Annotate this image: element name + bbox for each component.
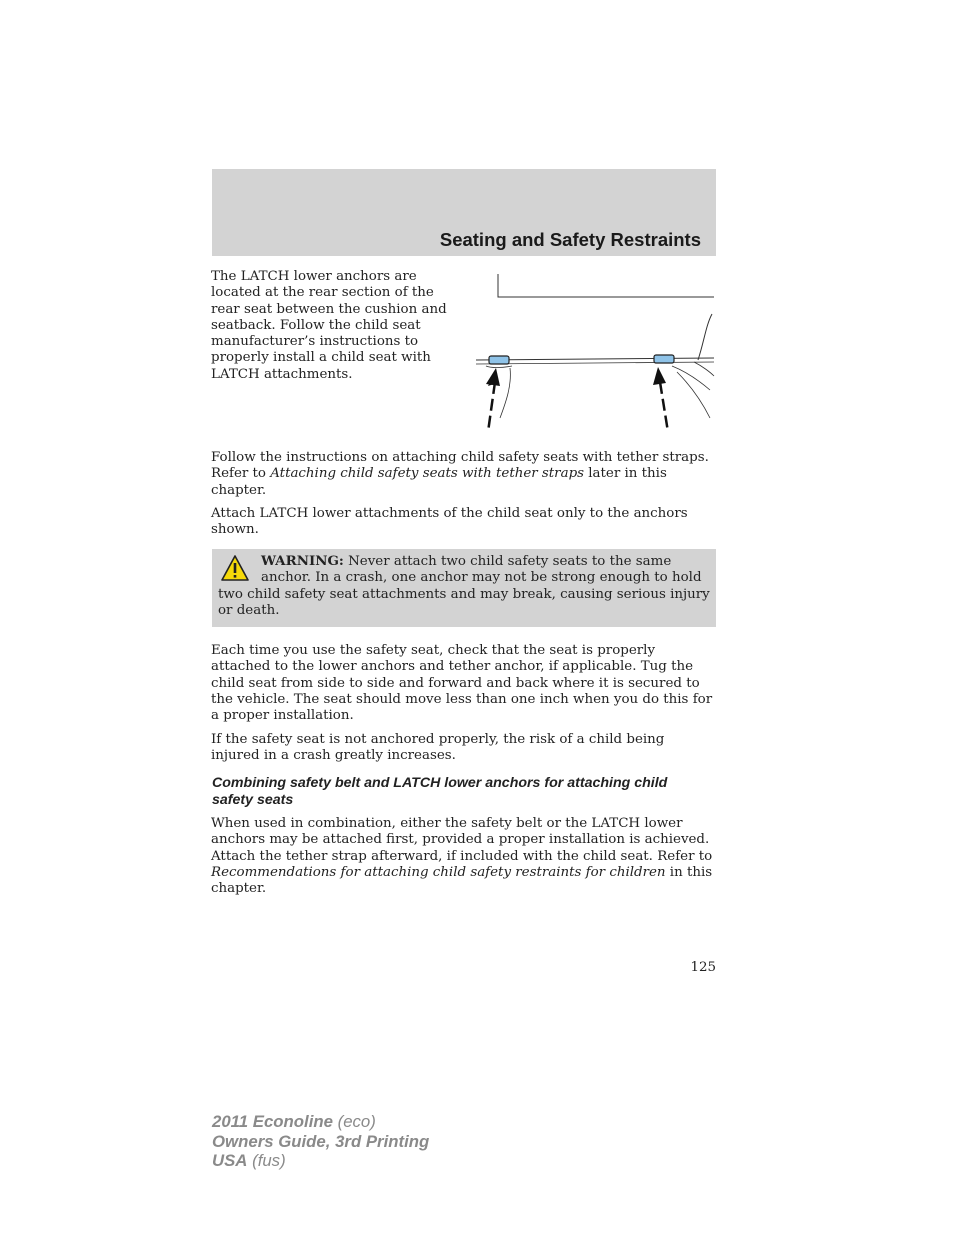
tether-text-start: Follow the instructions on attaching child safety seats with tether straps. Refer to xyxy=(211,450,709,482)
warning-label: WARNING: xyxy=(261,553,344,569)
section-header-band xyxy=(212,169,716,256)
latch-anchor-illustration xyxy=(472,270,718,436)
combo-text-start: When used in combination, either the safety belt or the LATCH lower anchors may be attached first, provided a proper installation is achieved. Attach the tether strap afterward, if included with the child seat. Refer to xyxy=(211,816,713,864)
footer-guide: Owners Guide, 3rd Printing xyxy=(212,1131,430,1151)
footer-model-code: (eco) xyxy=(332,1112,376,1131)
warning-box xyxy=(212,549,716,627)
section-title: Seating and Safety Restraints xyxy=(439,229,701,250)
footer-market-code: (fus) xyxy=(247,1151,286,1170)
footer xyxy=(212,1112,429,1171)
footer-model: 2011 Econoline xyxy=(212,1112,333,1131)
check-paragraph: Each time you use the safety seat, check that the seat is properly attached to the lower anchors and tether anchor, if applicable. Tug the child seat from side to side and forward and back where it is secured to the vehicle. The seat should move less than one inch when you do this for a proper installation. xyxy=(211,643,713,724)
footer-market: USA xyxy=(212,1151,248,1170)
combination-paragraph xyxy=(211,816,716,897)
warning-text xyxy=(218,553,710,619)
attach-paragraph: Attach LATCH lower attachments of the child seat only to the anchors shown. xyxy=(211,506,688,538)
page-number: 125 xyxy=(690,960,716,975)
subheading: Combining safety belt and LATCH lower anchors for attaching child safety seats xyxy=(212,775,668,808)
warning-body: Never attach two child safety seats to the same anchor. In a crash, one anchor may not be strong enough to hold two child safety seat attachments and may break, causing serious injury or death. xyxy=(218,554,710,618)
tether-paragraph xyxy=(211,450,716,499)
intro-paragraph: The LATCH lower anchors are located at the rear section of the rear seat between the cushion and seatback. Follow the child seat manufacturer’s instructions to properly install a child seat with LATCH attachments. xyxy=(211,269,447,382)
risk-paragraph: If the safety seat is not anchored properly, the risk of a child being injured in a crash greatly increases. xyxy=(211,732,665,764)
tether-text-end: later in this chapter. xyxy=(211,466,667,498)
tether-reference: Attaching child safety seats with tether straps xyxy=(270,466,585,482)
combo-text-end: in this chapter. xyxy=(211,864,713,897)
combo-reference: Recommendations for attaching child safety restraints for children xyxy=(211,864,666,880)
left-anchor xyxy=(489,356,509,364)
right-anchor xyxy=(654,355,674,363)
